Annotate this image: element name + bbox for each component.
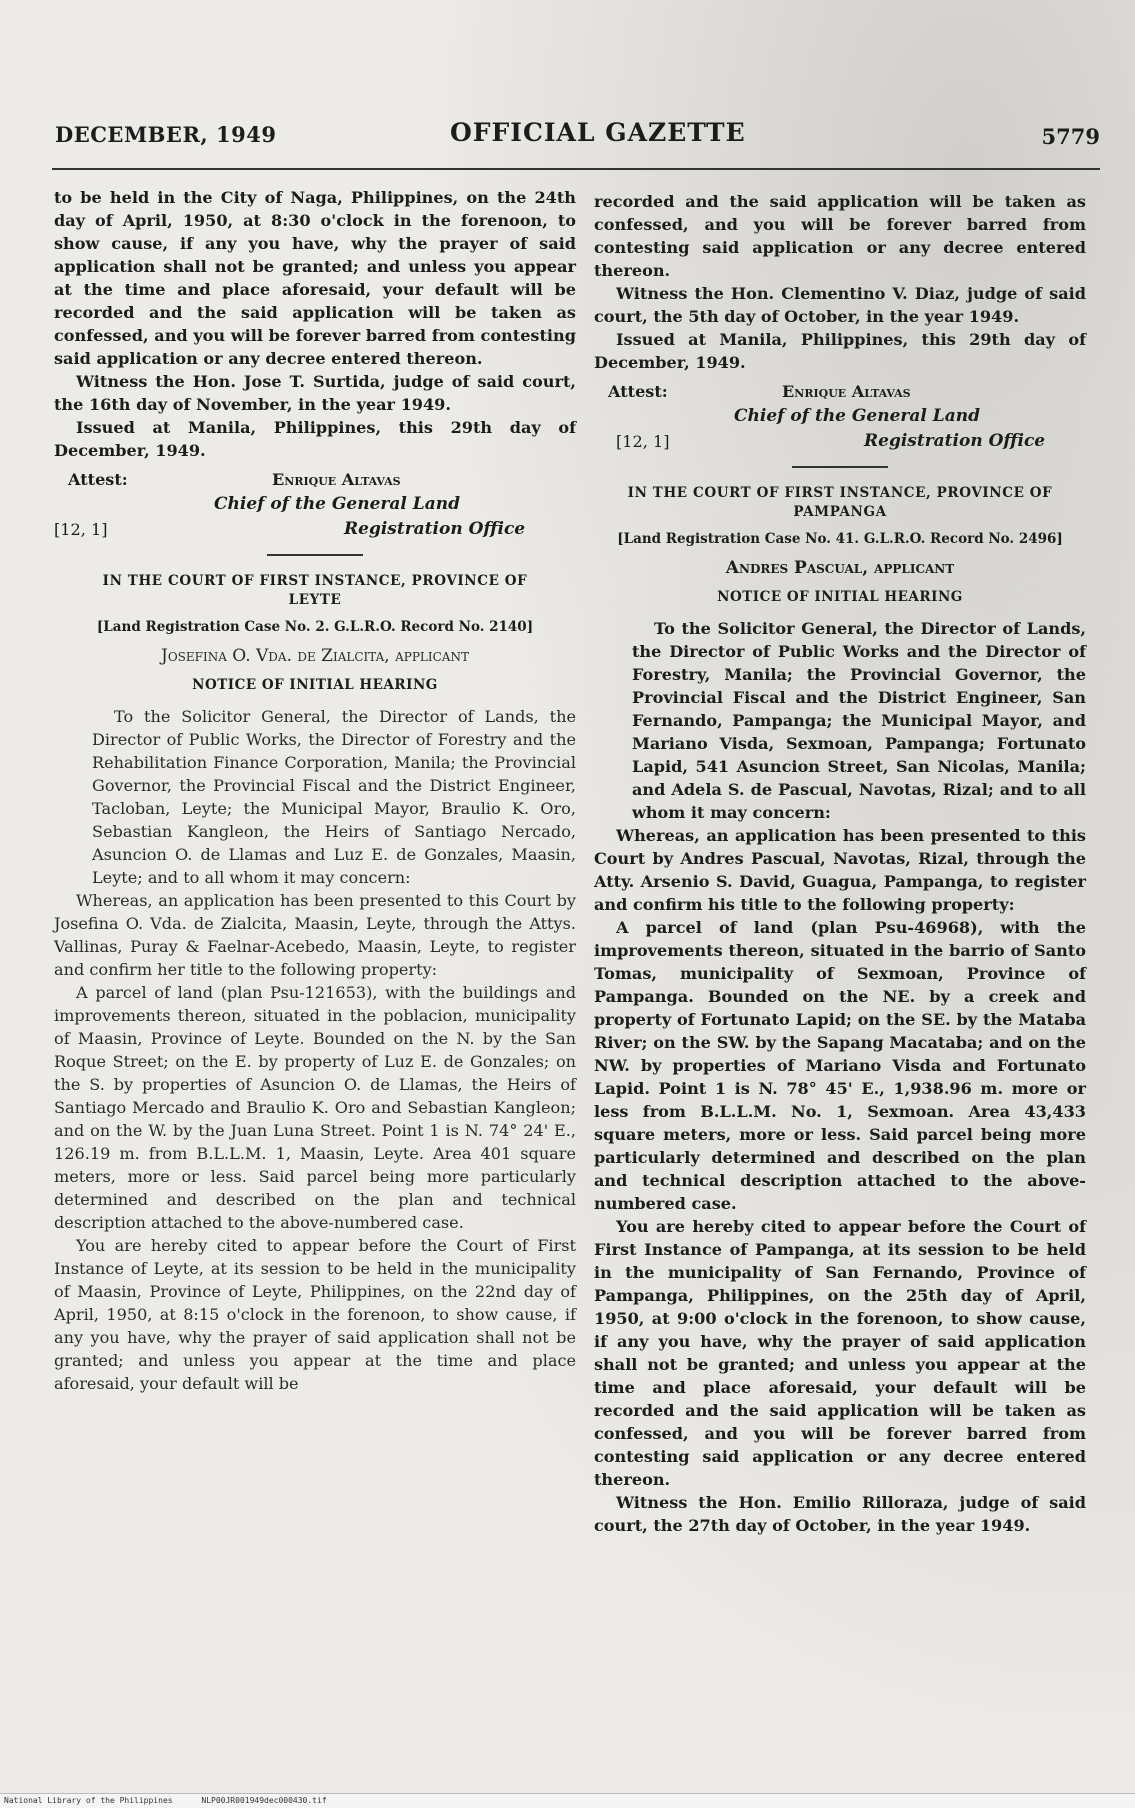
applicant-line: Andres Pascual, applicant [725, 558, 955, 578]
left-issued-paragraph: Issued at Manila, Philippines, this 29th day of December, 1949. [54, 418, 576, 460]
header-title: OFFICIAL GAZETTE [450, 118, 746, 147]
scan-footer [0, 1793, 1135, 1808]
attest-name: Enrique Altavas [782, 382, 911, 401]
citation-paragraph: You are hereby cited to appear before the Court of First Instance of Pampanga, at its session to be held in the municipality of San Fernando, Province of Pampanga, Philippines, on the 25th day of April, 1950, at 9:00 o'clock in the forenoon, to show cause, if any you have, why the prayer of said application shall not be granted; and unless you appear at the time and place aforesaid, your default will be recorded and the said application will be taken as confessed, and you will be forever barred from contesting said application or any decree entered thereon. [594, 1217, 1086, 1489]
whereas-paragraph: Whereas, an application has been presented to this Court by Josefina O. Vda. de Zialcita, Maasin, Leyte, through the Attys. Vallinas, Puray & Faelnar-Acebedo, Maasin, Leyte, to register and confirm her title to the following property: [54, 891, 576, 979]
notice-title: NOTICE OF INITIAL HEARING [192, 677, 438, 693]
attest-title-line2: Registration Office [344, 519, 526, 539]
addressee-paragraph: To the Solicitor General, the Director of Lands, the Director of Public Works, the Director of Forestry and the Rehabilitation Finance Corporation, Manila; the Provincial Governor, the Provincial Fiscal and the District Engineer, Tacloban, Leyte; the Municipal Mayor, Braulio K. Oro, Sebastian Kangleon, the Heirs of Santiago Nercado, Asuncion O. de Llamas and Luz E. de Gonzales, Maasin, Leyte; and to all whom it may concern: [92, 707, 576, 887]
footer-source: National Library of the Philippines [4, 1796, 173, 1805]
whereas-paragraph: Whereas, an application has been presented to this Court by Andres Pascual, Navotas, Rizal, through the Atty. Arsenio S. David, Guagua, Pampanga, to register and confirm his title to the following property: [594, 826, 1086, 914]
right-witness-paragraph: Witness the Hon. Clementino V. Diaz, judge of said court, the 5th day of October, in the year 1949. [594, 284, 1086, 326]
court-heading: IN THE COURT OF FIRST INSTANCE, PROVINCE OF PAMPANGA [627, 485, 1053, 520]
right-column [594, 190, 1086, 1537]
page-header [55, 118, 1100, 158]
right-attest-block [594, 380, 1086, 454]
left-continuation-paragraph: to be held in the City of Naga, Philippines, on the 24th day of April, 1950, at 8:30 o'clock in the forenoon, to show cause, if any you have, why the prayer of said application shall not be granted; and unless you appear at the time and place aforesaid, your default will be recorded and the said application will be taken as confessed, and you will be forever barred from contesting said application or any decree entered thereon. [54, 188, 576, 368]
section-divider [267, 554, 363, 556]
case-number: [Land Registration Case No. 41. G.L.R.O. Record No. 2496] [617, 531, 1063, 547]
left-witness-paragraph: Witness the Hon. Jose T. Surtida, judge of said court, the 16th day of November, in the year 1949. [54, 372, 576, 414]
court-heading: IN THE COURT OF FIRST INSTANCE, PROVINCE OF LEYTE [102, 573, 528, 608]
attest-label: Attest: [68, 470, 128, 489]
right-final-witness-paragraph: Witness the Hon. Emilio Rilloraza, judge of said court, the 27th day of October, in the year 1949. [594, 1493, 1086, 1535]
parcel-description-paragraph: A parcel of land (plan Psu-46968), with the improvements thereon, situated in the barrio of Santo Tomas, municipality of Sexmoan, Province of Pampanga. Bounded on the NE. by a creek and property of Fortunato Lapid; on the SE. by the Mataba River; on the SW. by the Sapang Macataba; and on the NW. by properties of Mariano Visda and Fortunato Lapid. Point 1 is N. 78° 45' E., 1,938.96 m. more or less from B.L.L.M. No. 1, Sexmoan. Area 43,433 square meters, more or less. Said parcel being more particularly determined and described on the plan and technical description attached to the above-numbered case. [594, 918, 1086, 1213]
addressee-paragraph: To the Solicitor General, the Director of Lands, the Director of Public Works and the Director of Forestry, Manila; the Provincial Governor, the Provincial Fiscal and the District Engineer, San Fernando, Pampanga; the Municipal Mayor, and Mariano Visda, Sexmoan, Pampanga; Fortunato Lapid, 541 Asuncion Street, San Nicolas, Manila; and Adela S. de Pascual, Navotas, Rizal; and to all whom it may concern: [632, 619, 1086, 822]
right-continuation-paragraph: recorded and the said application will be taken as confessed, and you will be forever barred from contesting said application or any decree entered thereon. [594, 192, 1086, 280]
attest-name: Enrique Altavas [272, 470, 401, 489]
attest-reference: [12, 1] [616, 432, 670, 451]
header-rule [52, 168, 1100, 170]
right-issued-paragraph: Issued at Manila, Philippines, this 29th day of December, 1949. [594, 330, 1086, 372]
left-column [54, 186, 576, 1395]
header-date: DECEMBER, 1949 [55, 122, 277, 147]
page-number: 5779 [1041, 124, 1100, 149]
attest-title-line2: Registration Office [864, 431, 1046, 451]
applicant-line: Josefina O. Vda. de Zialcita, applicant [161, 646, 469, 666]
section-divider [792, 466, 888, 468]
case-number: [Land Registration Case No. 2. G.L.R.O. Record No. 2140] [96, 619, 534, 635]
attest-label: Attest: [608, 382, 668, 401]
footer-file: NLP00JR001949dec000430.tif [201, 1796, 327, 1805]
citation-paragraph: You are hereby cited to appear before the Court of First Instance of Leyte, at its session to be held in the municipality of Maasin, Province of Leyte, Philippines, on the 22nd day of April, 1950, at 8:15 o'clock in the forenoon, to show cause, if any you have, why the prayer of said application shall not be granted; and unless you appear at the time and place aforesaid, your default will be [54, 1236, 576, 1393]
attest-title-line1: Chief of the General Land [734, 406, 980, 426]
attest-reference: [12, 1] [54, 520, 108, 539]
attest-title-line1: Chief of the General Land [214, 494, 460, 514]
left-attest-block [54, 468, 576, 542]
notice-title: NOTICE OF INITIAL HEARING [717, 589, 963, 605]
parcel-description-paragraph: A parcel of land (plan Psu-121653), with the buildings and improvements thereon, situated in the poblacion, municipality of Maasin, Province of Leyte. Bounded on the N. by the San Roque Street; on the E. by property of Luz E. de Gonzales; on the S. by properties of Asuncion O. de Llamas, the Heirs of Santiago Mercado and Braulio K. Oro and Sebastian Kangleon; and on the W. by the Juan Luna Street. Point 1 is N. 74° 24' E., 126.19 m. from B.L.L.M. 1, Maasin, Leyte. Area 401 square meters, more or less. Said parcel being more particularly determined and described on the plan and technical description attached to the above-numbered case. [54, 983, 576, 1232]
